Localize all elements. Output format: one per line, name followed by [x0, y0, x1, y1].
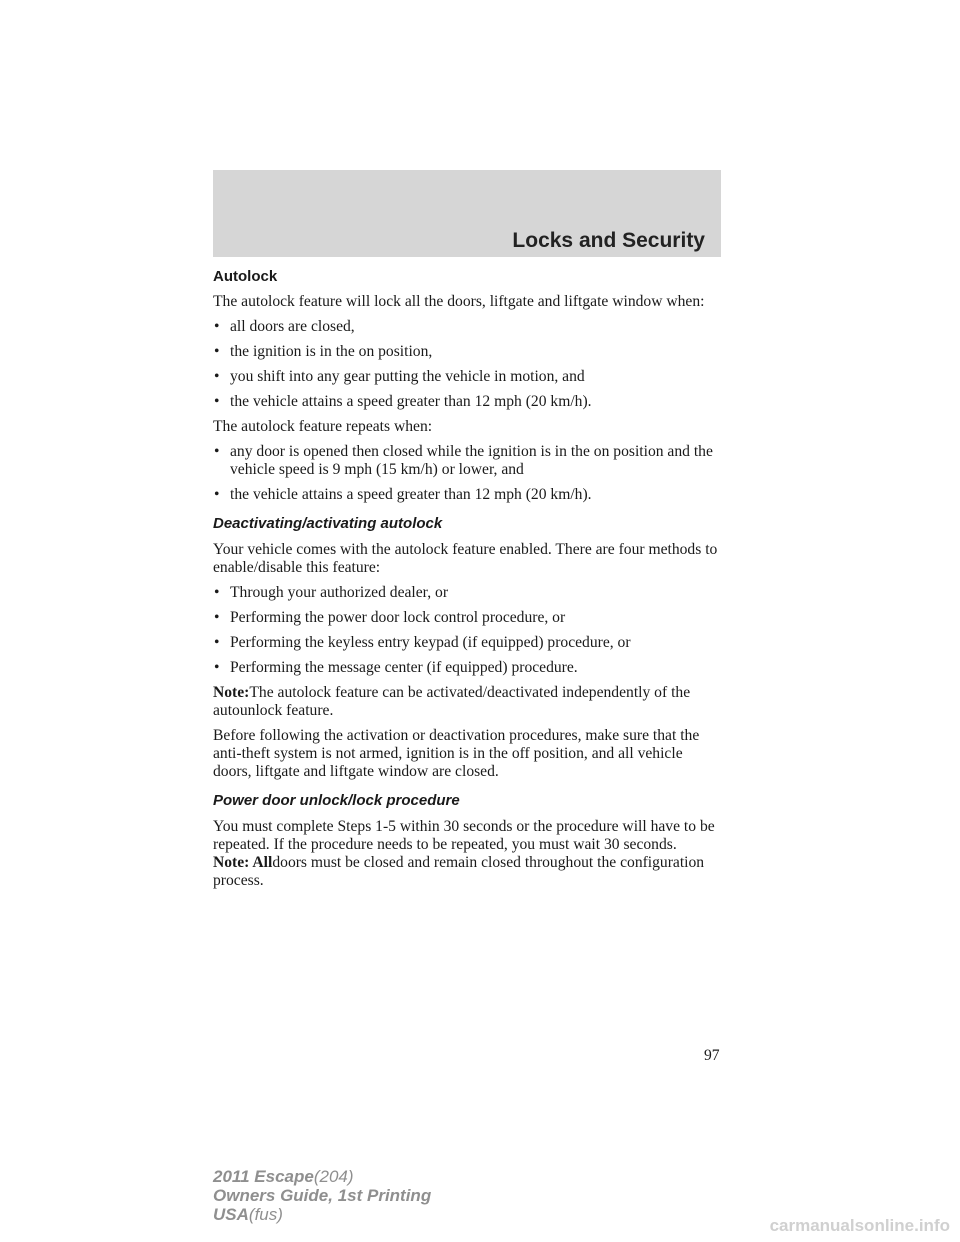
list-item: • any door is opened then closed while the ignition is in the on position and the vehicle speed is 9 mph (15 km/h) or lower, and	[214, 443, 713, 478]
page-number: 97	[704, 1047, 720, 1064]
footer-line-edition: Owners Guide, 1st Printing	[213, 1186, 432, 1205]
autolock-conditions-list	[213, 318, 723, 411]
power-door-text: You must complete Steps 1-5 within 30 seconds or the procedure will have to be repeated. If the procedure needs to be repeated, you must wait 30 seconds.	[213, 818, 715, 853]
note-label: Note: All	[213, 854, 273, 871]
print-footer	[213, 1167, 431, 1224]
list-item: • the vehicle attains a speed greater than 12 mph (20 km/h).	[214, 486, 592, 503]
list-item: • the vehicle attains a speed greater than 12 mph (20 km/h).	[214, 393, 592, 410]
autolock-repeats-list	[213, 443, 723, 504]
bullet-icon: •	[214, 343, 220, 360]
bullet-icon: •	[214, 584, 220, 601]
methods-list	[213, 584, 723, 677]
list-item: • all doors are closed,	[214, 318, 355, 335]
note-label: Note:	[213, 684, 250, 701]
autolock-note	[213, 684, 723, 720]
list-item: • Through your authorized dealer, or	[214, 584, 449, 601]
section-header-band	[213, 170, 721, 257]
list-item: • the ignition is in the on position,	[214, 343, 433, 360]
before-procedures-text: Before following the activation or deactivation procedures, make sure that the anti-theft system is not armed, ignition is in the off position, and all vehicle doors, liftgate and liftgate window are closed.	[213, 727, 700, 780]
bullet-icon: •	[214, 393, 220, 410]
list-item: • Performing the power door lock control procedure, or	[214, 609, 566, 626]
page-content	[213, 268, 723, 897]
power-door-heading: Power door unlock/lock procedure	[213, 792, 460, 809]
note-text: doors must be closed and remain closed throughout the configuration process.	[213, 854, 705, 889]
site-watermark: carmanualsonline.info	[769, 1216, 950, 1235]
list-item: • you shift into any gear putting the vehicle in motion, and	[214, 368, 585, 385]
section-title: Locks and Security	[512, 229, 705, 252]
bullet-icon: •	[214, 659, 220, 676]
bullet-icon: •	[214, 634, 220, 651]
bullet-icon: •	[214, 443, 220, 460]
bullet-icon: •	[214, 486, 220, 503]
autolock-intro: The autolock feature will lock all the doors, liftgate and liftgate window when:	[213, 293, 705, 310]
autolock-heading: Autolock	[213, 268, 278, 285]
list-item: • Performing the keyless entry keypad (if equipped) procedure, or	[214, 634, 631, 651]
bullet-icon: •	[214, 368, 220, 385]
deactivating-heading: Deactivating/activating autolock	[213, 515, 443, 532]
bullet-icon: •	[214, 609, 220, 626]
deactivating-intro: Your vehicle comes with the autolock feature enabled. There are four methods to enable/disable this feature:	[213, 541, 718, 576]
note-text: The autolock feature can be activated/deactivated independently of the autounlock feature.	[213, 684, 691, 719]
autolock-repeats-intro: The autolock feature repeats when:	[213, 418, 433, 435]
list-item: • Performing the message center (if equipped) procedure.	[214, 659, 578, 676]
footer-line-model: 2011 Escape(204)	[213, 1167, 354, 1186]
power-door-note	[213, 854, 723, 890]
footer-line-market: USA(fus)	[213, 1205, 283, 1224]
bullet-icon: •	[214, 318, 220, 335]
